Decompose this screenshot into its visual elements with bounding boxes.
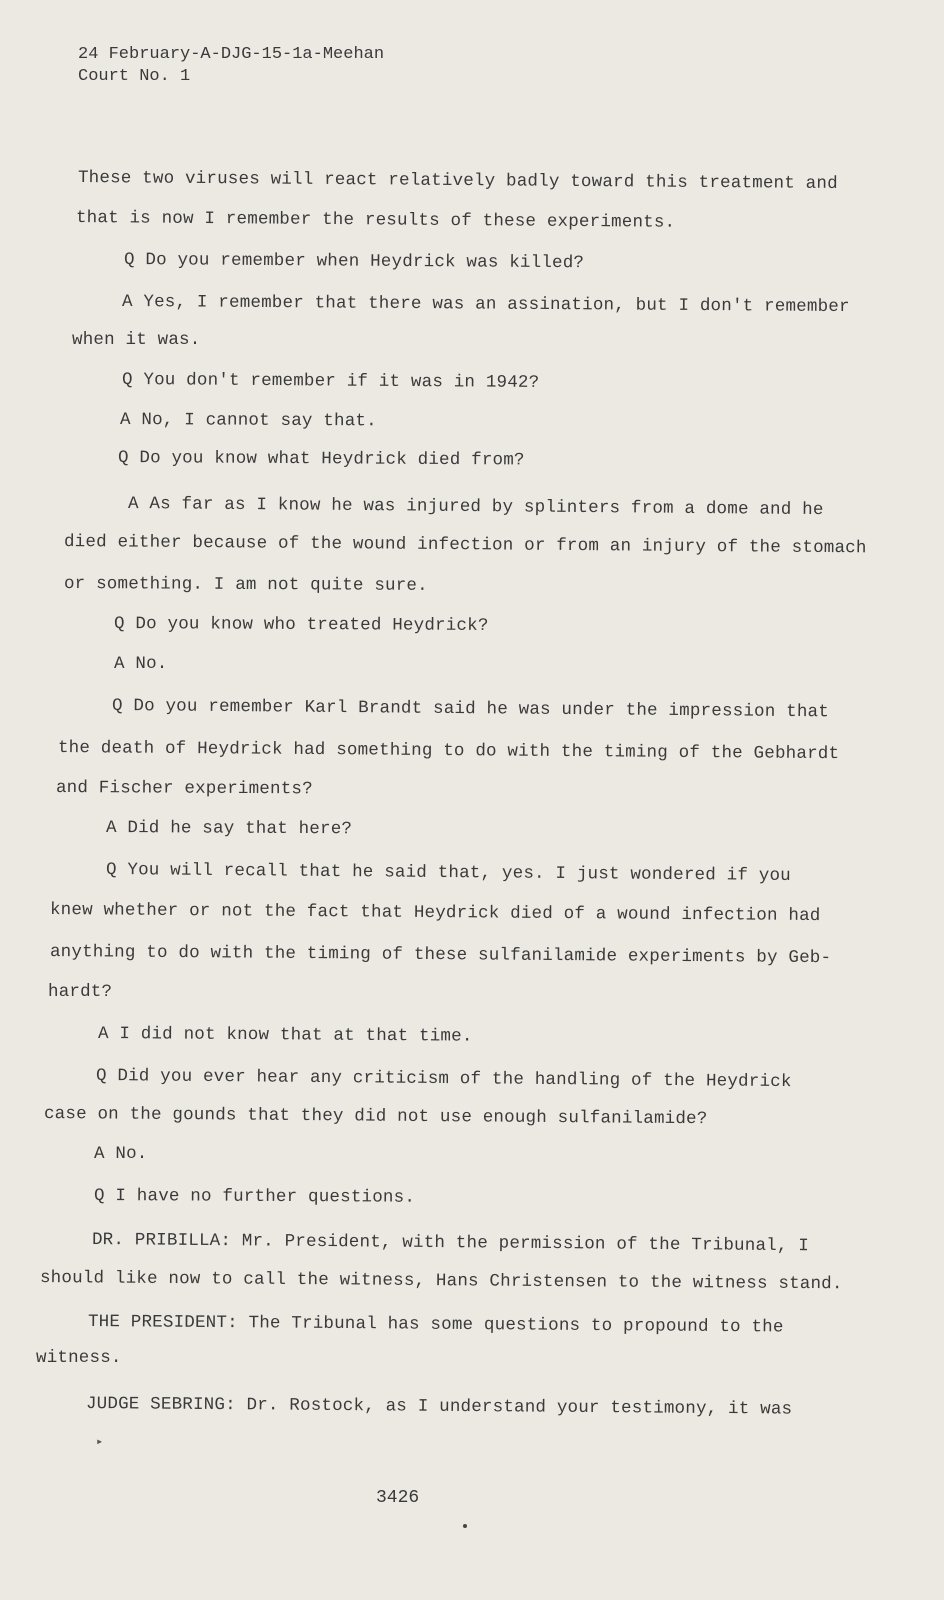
text-line: Q Do you remember when Heydrick was killed? [123, 250, 585, 274]
text-line: Q You don't remember if it was in 1942? [121, 370, 540, 393]
text-line: Q You will recall that he said that, yes. I just wondered if you [105, 860, 791, 886]
text-line: A Did he say that here? [105, 818, 353, 840]
text-line: A No. [94, 1144, 148, 1164]
text-line: Q Do you know who treated Heydrick? [113, 614, 489, 636]
text-line: or something. I am not quite sure. [63, 574, 428, 596]
text-line: These two viruses will react relatively badly toward this treatment and [77, 168, 838, 194]
text-line: THE PRESIDENT: The Tribunal has some questions to propound to the [87, 1312, 784, 1338]
text-line: A No. [114, 654, 168, 674]
text-line: case on the gounds that they did not use enough sulfanilamide? [43, 1104, 708, 1130]
text-line: A I did not know that at that time. [97, 1024, 473, 1047]
text-line: when it was. [72, 330, 201, 350]
text-line: Q Do you know what Heydrick died from? [117, 448, 525, 471]
dot-mark [463, 1524, 467, 1528]
text-line: JUDGE SEBRING: Dr. Rostock, as I understand your testimony, it was [85, 1394, 793, 1420]
header-court: Court No. 1 [78, 67, 191, 86]
ink-mark: ▸ [96, 1435, 104, 1449]
text-line: knew whether or not the fact that Heydrick died of a wound infection had [49, 900, 821, 927]
text-line: DR. PRIBILLA: Mr. President, with the permission of the Tribunal, I [91, 1230, 810, 1257]
text-line: A No, I cannot say that. [119, 410, 377, 432]
text-line: hardt? [48, 982, 113, 1002]
text-line: witness. [36, 1348, 122, 1368]
text-line: should like now to call the witness, Hans Christensen to the witness stand. [39, 1268, 843, 1295]
page-number: 3426 [376, 1488, 420, 1508]
text-line: Q I have no further questions. [93, 1186, 416, 1208]
document-header [78, 44, 384, 88]
text-line: the death of Heydrick had something to do with the timing of the Gebhardt [57, 738, 840, 765]
text-line: that is now I remember the results of these experiments. [75, 208, 676, 233]
text-line: anything to do with the timing of these sulfanilamide experiments by Geb- [49, 942, 832, 969]
text-line: died either because of the wound infection or from an injury of the stomach [63, 532, 867, 559]
text-line: and Fischer experiments? [55, 778, 313, 800]
text-line: A As far as I know he was injured by splinters from a dome and he [127, 494, 824, 521]
text-line: A Yes, I remember that there was an assination, but I don't remember [121, 292, 850, 318]
text-line: Q Did you ever hear any criticism of the handling of the Heydrick [95, 1066, 792, 1093]
header-session: 24 February-A-DJG-15-1a-Meehan [78, 45, 385, 64]
text-line: Q Do you remember Karl Brandt said he was under the impression that [111, 696, 830, 723]
